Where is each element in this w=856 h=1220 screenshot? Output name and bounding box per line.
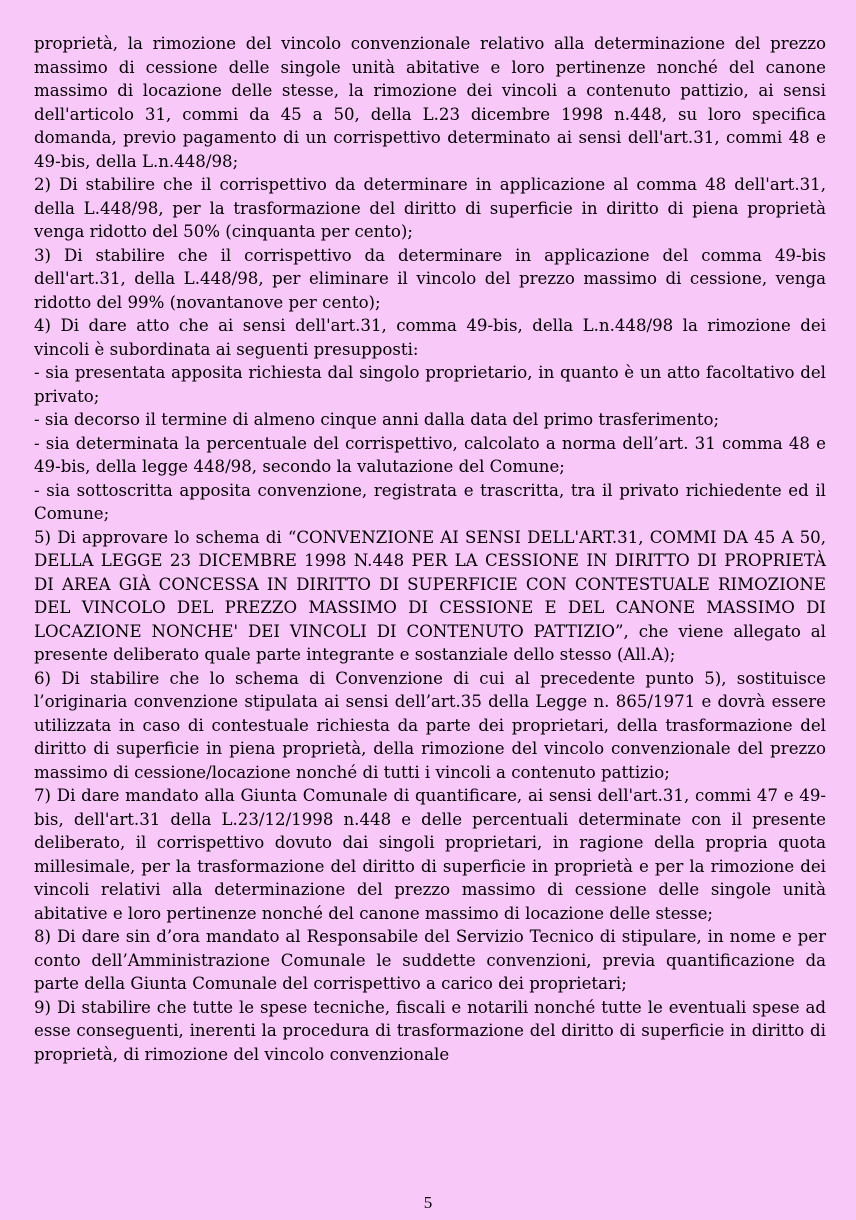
paragraph-item-4: 4) Di dare atto che ai sensi dell'art.31, comma 49-bis, della L.n.448/98 la rimozione dei vincoli è subordinata ai seguenti presupposti:	[34, 316, 826, 359]
paragraph-item-5: 5) Di approvare lo schema di “CONVENZIONE AI SENSI DELL'ART.31, COMMI DA 45 A 50, DELLA LEGGE 23 DICEMBRE 1998 N.448 PER LA CESSIONE IN DIRITTO DI PROPRIETÀ DI AREA GIÀ CONCESSA IN DIRITTO DI SUPERFICIE CON CONTESTUALE RIMOZIONE DEL VINCOLO DEL PREZZO MASSIMO DI CESSIONE E DEL CANONE MASSIMO DI LOCAZIONE NONCHE' DEI VINCOLI DI CONTENUTO PATTIZIO”, che viene allegato al presente deliberato quale parte integrante e sostanziale dello stesso (All.A);	[34, 527, 826, 664]
paragraph-item-9: 9) Di stabilire che tutte le spese tecniche, fiscali e notarili nonché tutte le eventuali spese ad esse conseguenti, inerenti la procedura di trasformazione del diritto di superficie in diritto di proprietà, di rimozione del vincolo convenzionale	[34, 997, 826, 1064]
document-body	[34, 32, 826, 1066]
bullet-item: - sia presentata apposita richiesta dal singolo proprietario, in quanto è un atto facoltativo del privato;	[34, 363, 826, 406]
paragraph-item-6: 6) Di stabilire che lo schema di Convenzione di cui al precedente punto 5), sostituisce l’originaria convenzione stipulata ai sensi dell’art.35 della Legge n. 865/1971 e dovrà essere utilizzata in caso di contestuale richiesta da parte dei proprietari, della trasformazione del diritto di superficie in piena proprietà, della rimozione del vincolo convenzionale del prezzo massimo di cessione/locazione nonché di tutti i vincoli a contenuto pattizio;	[34, 668, 826, 782]
paragraph-item-8: 8) Di dare sin d’ora mandato al Responsabile del Servizio Tecnico di stipulare, in nome e per conto dell’Amministrazione Comunale le suddette convenzioni, previa quantificazione da parte della Giunta Comunale del corrispettivo a carico dei proprietari;	[34, 927, 826, 993]
bullet-item: - sia sottoscritta apposita convenzione, registrata e trascritta, tra il privato richiedente ed il Comune;	[34, 480, 826, 523]
bullet-item: - sia decorso il termine di almeno cinque anni dalla data del primo trasferimento;	[34, 410, 720, 429]
paragraph-intro: proprietà, la rimozione del vincolo convenzionale relativo alla determinazione del prezzo massimo di cessione delle singole unità abitative e loro pertinenze nonché del canone massimo di locazione delle stesse, la rimozione dei vincoli a contenuto pattizio, ai sensi dell'articolo 31, commi da 45 a 50, della L.23 dicembre 1998 n.448, su loro specifica domanda, previo pagamento di un corrispettivo determinato ai sensi dell'art.31, commi 48 e 49-bis, della L.n.448/98;	[34, 34, 826, 171]
bullet-item: - sia determinata la percentuale del corrispettivo, calcolato a norma dell’art. 31 comma 48 e 49-bis, della legge 448/98, secondo la valutazione del Comune;	[34, 433, 826, 476]
paragraph-item-7: 7) Di dare mandato alla Giunta Comunale di quantificare, ai sensi dell'art.31, commi 47 e 49-bis, dell'art.31 della L.23/12/1998 n.448 e delle percentuali determinate con il presente deliberato, il corrispettivo dovuto dai singoli proprietari, in ragione della propria quota millesimale, per la trasformazione del diritto di superficie in proprietà e per la rimozione dei vincoli relativi alla determinazione del prezzo massimo di cessione delle singole unità abitative e loro pertinenze nonché del canone massimo di locazione delle stesse;	[34, 786, 826, 923]
paragraph-item-2: 2) Di stabilire che il corrispettivo da determinare in applicazione al comma 48 dell'art.31, della L.448/98, per la trasformazione del diritto di superficie in diritto di piena proprietà venga ridotto del 50% (cinquanta per cento);	[34, 175, 826, 241]
paragraph-item-3: 3) Di stabilire che il corrispettivo da determinare in applicazione del comma 49-bis dell'art.31, della L.448/98, per eliminare il vincolo del prezzo massimo di cessione, venga ridotto del 99% (novantanove per cento);	[34, 245, 826, 312]
page-number: 5	[423, 1193, 433, 1212]
